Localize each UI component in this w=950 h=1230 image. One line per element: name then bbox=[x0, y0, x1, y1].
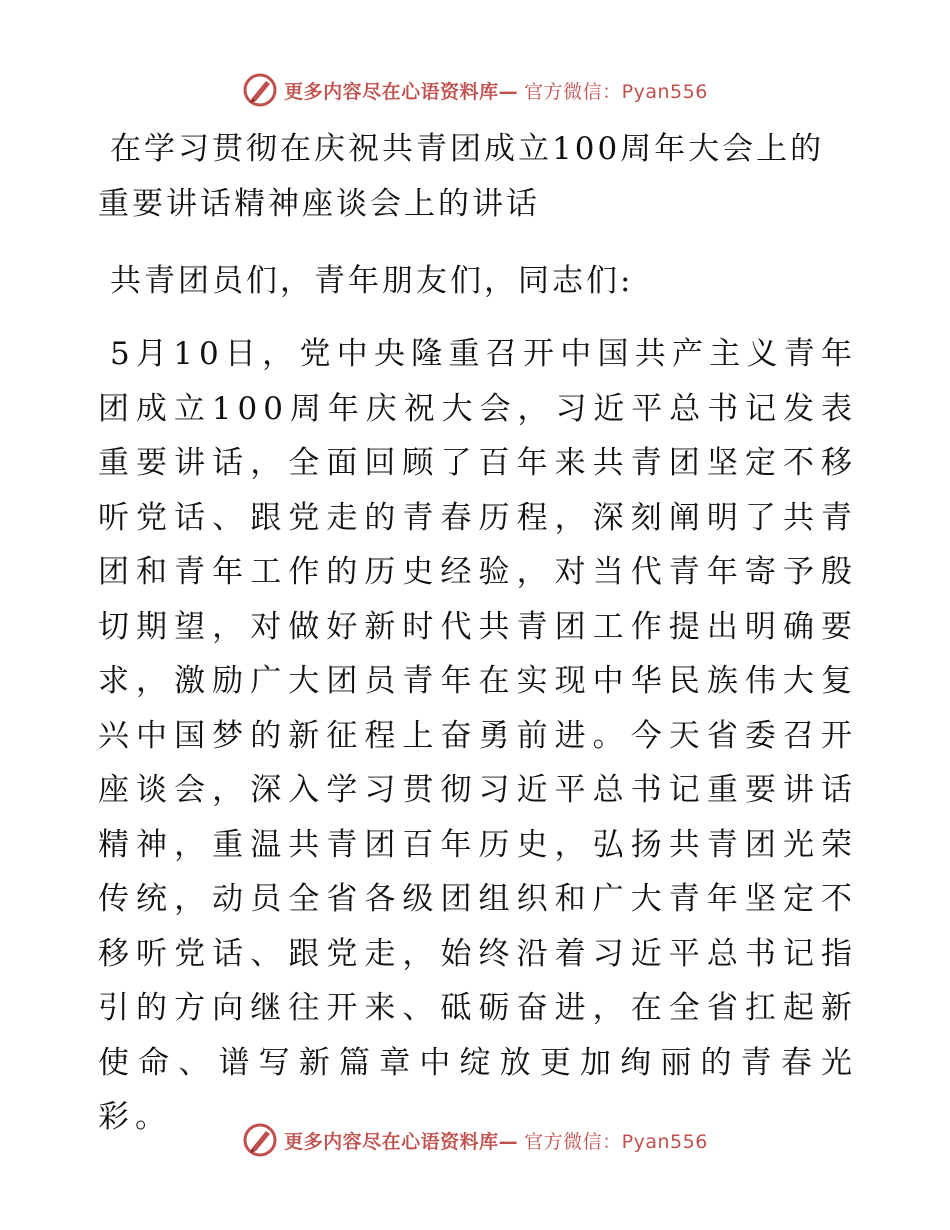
pen-logo-icon bbox=[242, 72, 278, 108]
document-body bbox=[98, 122, 858, 1145]
header-banner-text: 更多内容尽在心语资料库— bbox=[284, 80, 519, 103]
footer-watermark-banner bbox=[0, 1120, 950, 1160]
pen-logo-icon bbox=[242, 1122, 278, 1158]
header-wechat-text: 官方微信：Pyan556 bbox=[524, 80, 708, 103]
footer-wechat-text: 官方微信：Pyan556 bbox=[524, 1130, 708, 1153]
footer-banner-text: 更多内容尽在心语资料库— bbox=[284, 1130, 519, 1153]
document-greeting: 共青团员们，青年朋友们，同志们: bbox=[110, 263, 634, 299]
document-paragraph: 5月10日，党中央隆重召开中国共产主义青年团成立100周年庆祝大会，习近平总书记发表重要讲话，全面回顾了百年来共青团坚定不移听党话、跟党走的青春历程，深刻阐明了共青团和青年工作的历史经验，对当代青年寄予殷切期望，对做好新时代共青团工作提出明确要求，激励广大团员青年在实现中华民族伟大复兴中国梦的新征程上奋勇前进。今天省委召开座谈会，深入学习贯彻习近平总书记重要讲话精神，重温共青团百年历史，弘扬共青团光荣传统，动员全省各级团组织和广大青年坚定不移听党话、跟党走，始终沿着习近平总书记指引的方向继往开来、砥砺奋进，在全省扛起新使命、谱写新篇章中绽放更加绚丽的青春光彩。 bbox=[98, 336, 858, 1135]
document-title: 在学习贯彻在庆祝共青团成立100周年大会上的重要讲话精神座谈会上的讲话 bbox=[98, 131, 825, 222]
header-watermark-banner bbox=[0, 70, 950, 110]
